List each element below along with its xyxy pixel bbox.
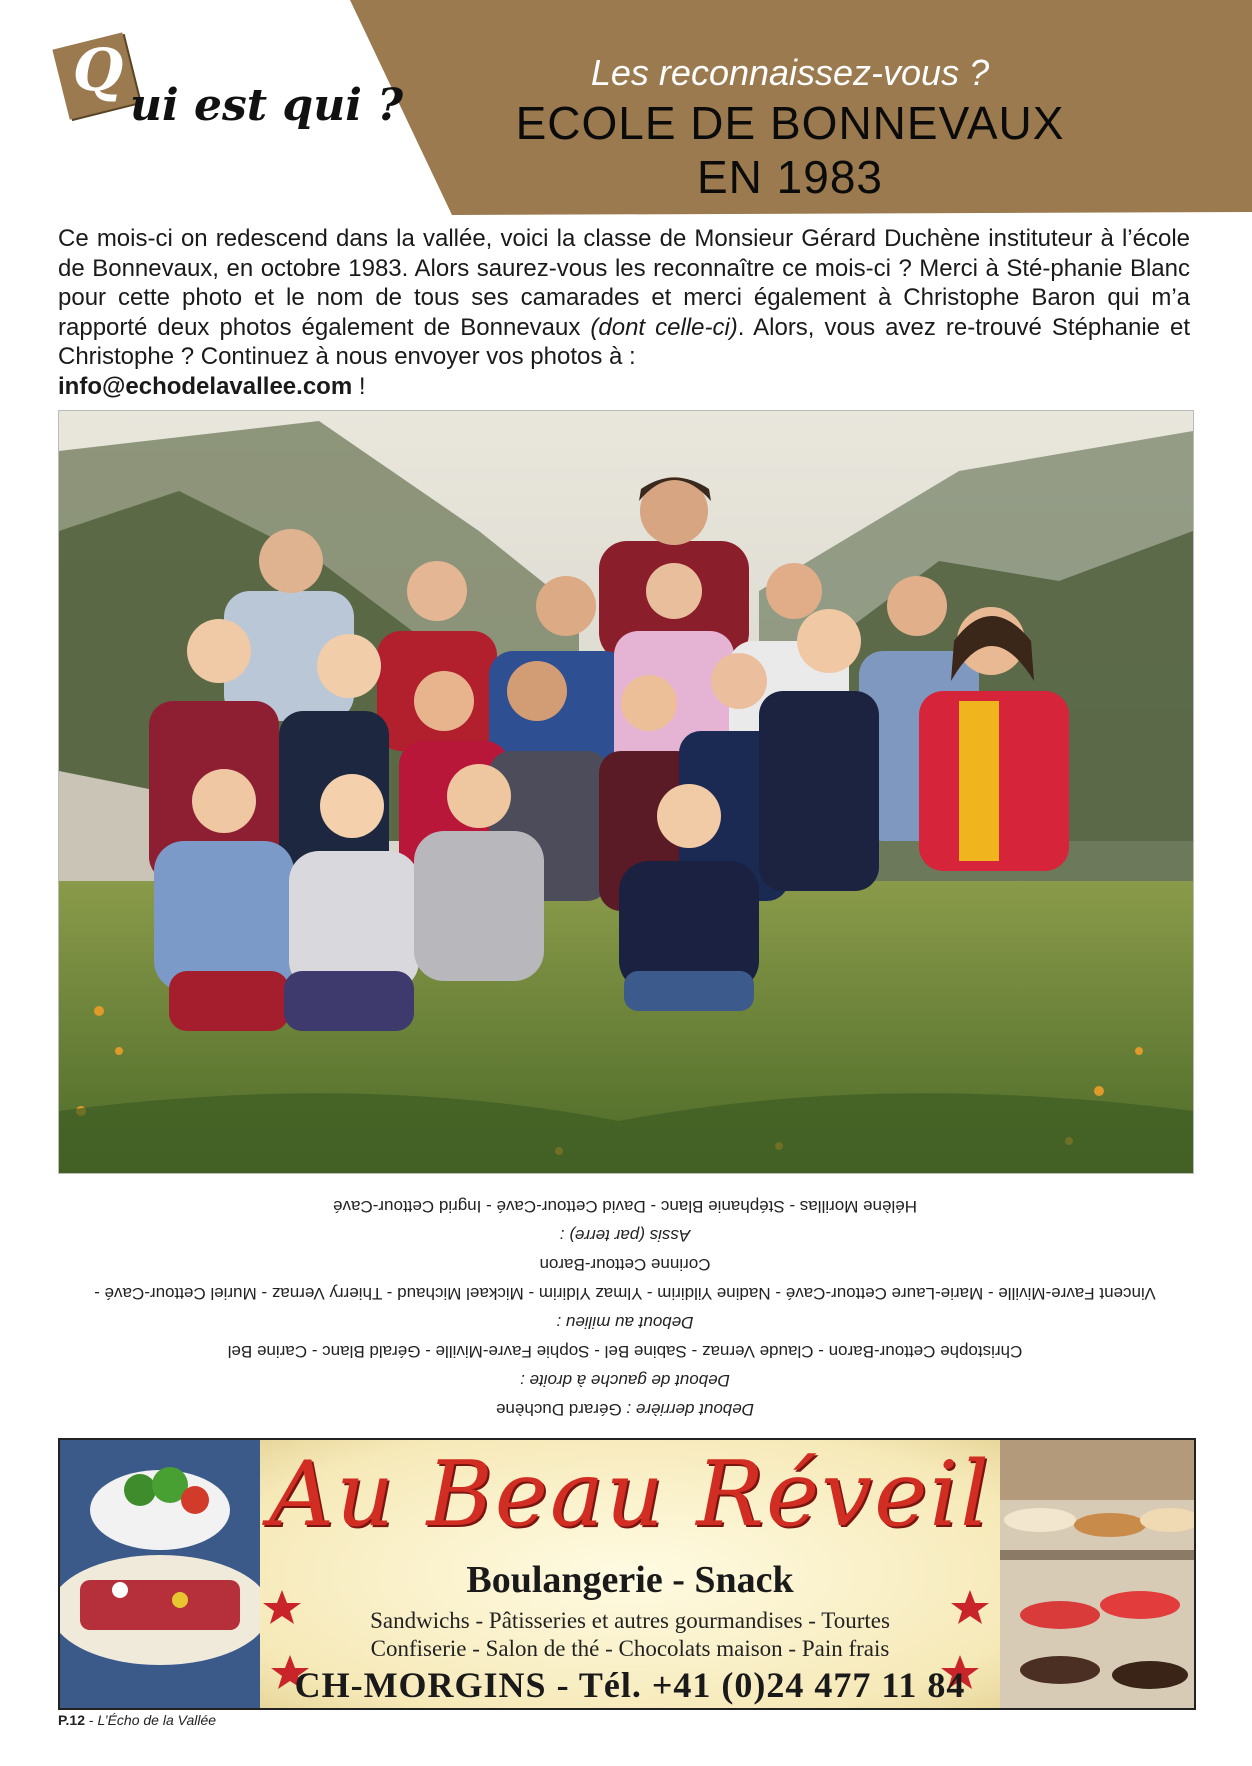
intro-italic: (dont celle-ci) — [590, 313, 738, 341]
ad-title: Au Beau Réveil — [269, 1442, 991, 1547]
page-title — [480, 96, 1100, 204]
caption-row-1: Christophe Cettour-Baron - Claude Vernaz - Sabine Bel - Sophie Favre-Miville - Gérald Blanc - Carine Bel — [227, 1342, 1023, 1361]
footer-separator: - — [85, 1712, 98, 1728]
page-footer — [58, 1712, 216, 1728]
ad-food-photo-left — [60, 1440, 260, 1708]
logo-letter: Q — [72, 36, 124, 104]
caption-row-2: Vincent Favre-Miville - Marie-Laure Cettour-Cavé - Nadine Yildirim - Ylmaz Yldirim - Mickael Michaud - Thierry Vernaz - Muriel Cettour-Cavé - — [94, 1284, 1156, 1303]
intro-paragraph — [58, 224, 1190, 401]
title-line-1: ECOLE DE BONNEVAUX — [515, 97, 1065, 149]
ad-pastry-photo-right — [1000, 1440, 1194, 1708]
bakery-advertisement[interactable] — [58, 1438, 1196, 1710]
intro-end: ! — [352, 372, 366, 400]
caption-row-3: Hélène Morillas - Stéphanie Blanc - David Cettour-Cavé - Ingrid Cettour-Cavé — [333, 1197, 917, 1216]
section-logo-text: ui est qui ? — [130, 80, 404, 131]
header-subtitle: Les reconnaissez-vous ? — [590, 52, 990, 93]
class-photo — [58, 410, 1194, 1174]
ad-subtitle: Boulangerie - Snack — [466, 1559, 794, 1601]
caption-middle-label: Debout au milieu : — [556, 1313, 694, 1332]
caption-seated-label: Assis (par terre) : — [559, 1226, 691, 1245]
contact-email[interactable]: info@echodelavallee.com — [58, 372, 353, 400]
ad-line-2: Confiserie - Salon de thé - Chocolats maison - Pain frais — [370, 1636, 890, 1661]
caption-row-2b: Corinne Cettour-Baron — [539, 1255, 711, 1274]
caption-back-name: Gérard Duchène — [496, 1400, 622, 1419]
page-number: P.12 — [58, 1712, 85, 1728]
caption-back-label — [58, 1395, 1192, 1424]
caption-left-right-label: Debout de gauche à droite : — [520, 1371, 730, 1390]
publication-name: L’Écho de la Vallée — [97, 1712, 217, 1728]
intro-text-b: . Alors, vous avez re-trouvé Stéphanie et Christophe ? Continuez à nous envoyer vos photos à : — [58, 313, 1191, 370]
ad-line-1: Sandwichs - Pâtisseries et autres gourmandises - Tourtes — [370, 1608, 890, 1633]
intro-text-a: Ce mois-ci on redescend dans la vallée, voici la classe de Monsieur Gérard Duchène instituteur à l’école de Bonnevaux, en octobre 1983. Alors saurez-vous les reconnaître ce mois-ci ? Merci à Sté-phanie Blanc pour cette photo et le nom de tous ses camarades et merci également à Christophe Baron qui m’a rapporté deux photos également de Bonnevaux — [58, 225, 1190, 341]
title-line-2: EN 1983 — [696, 151, 883, 203]
ad-phone[interactable]: CH-MORGINS - Tél. +41 (0)24 477 11 84 — [294, 1665, 966, 1705]
caption-back-label-text: Debout derrière : — [621, 1400, 754, 1419]
photo-captions-inverted — [58, 1186, 1192, 1424]
